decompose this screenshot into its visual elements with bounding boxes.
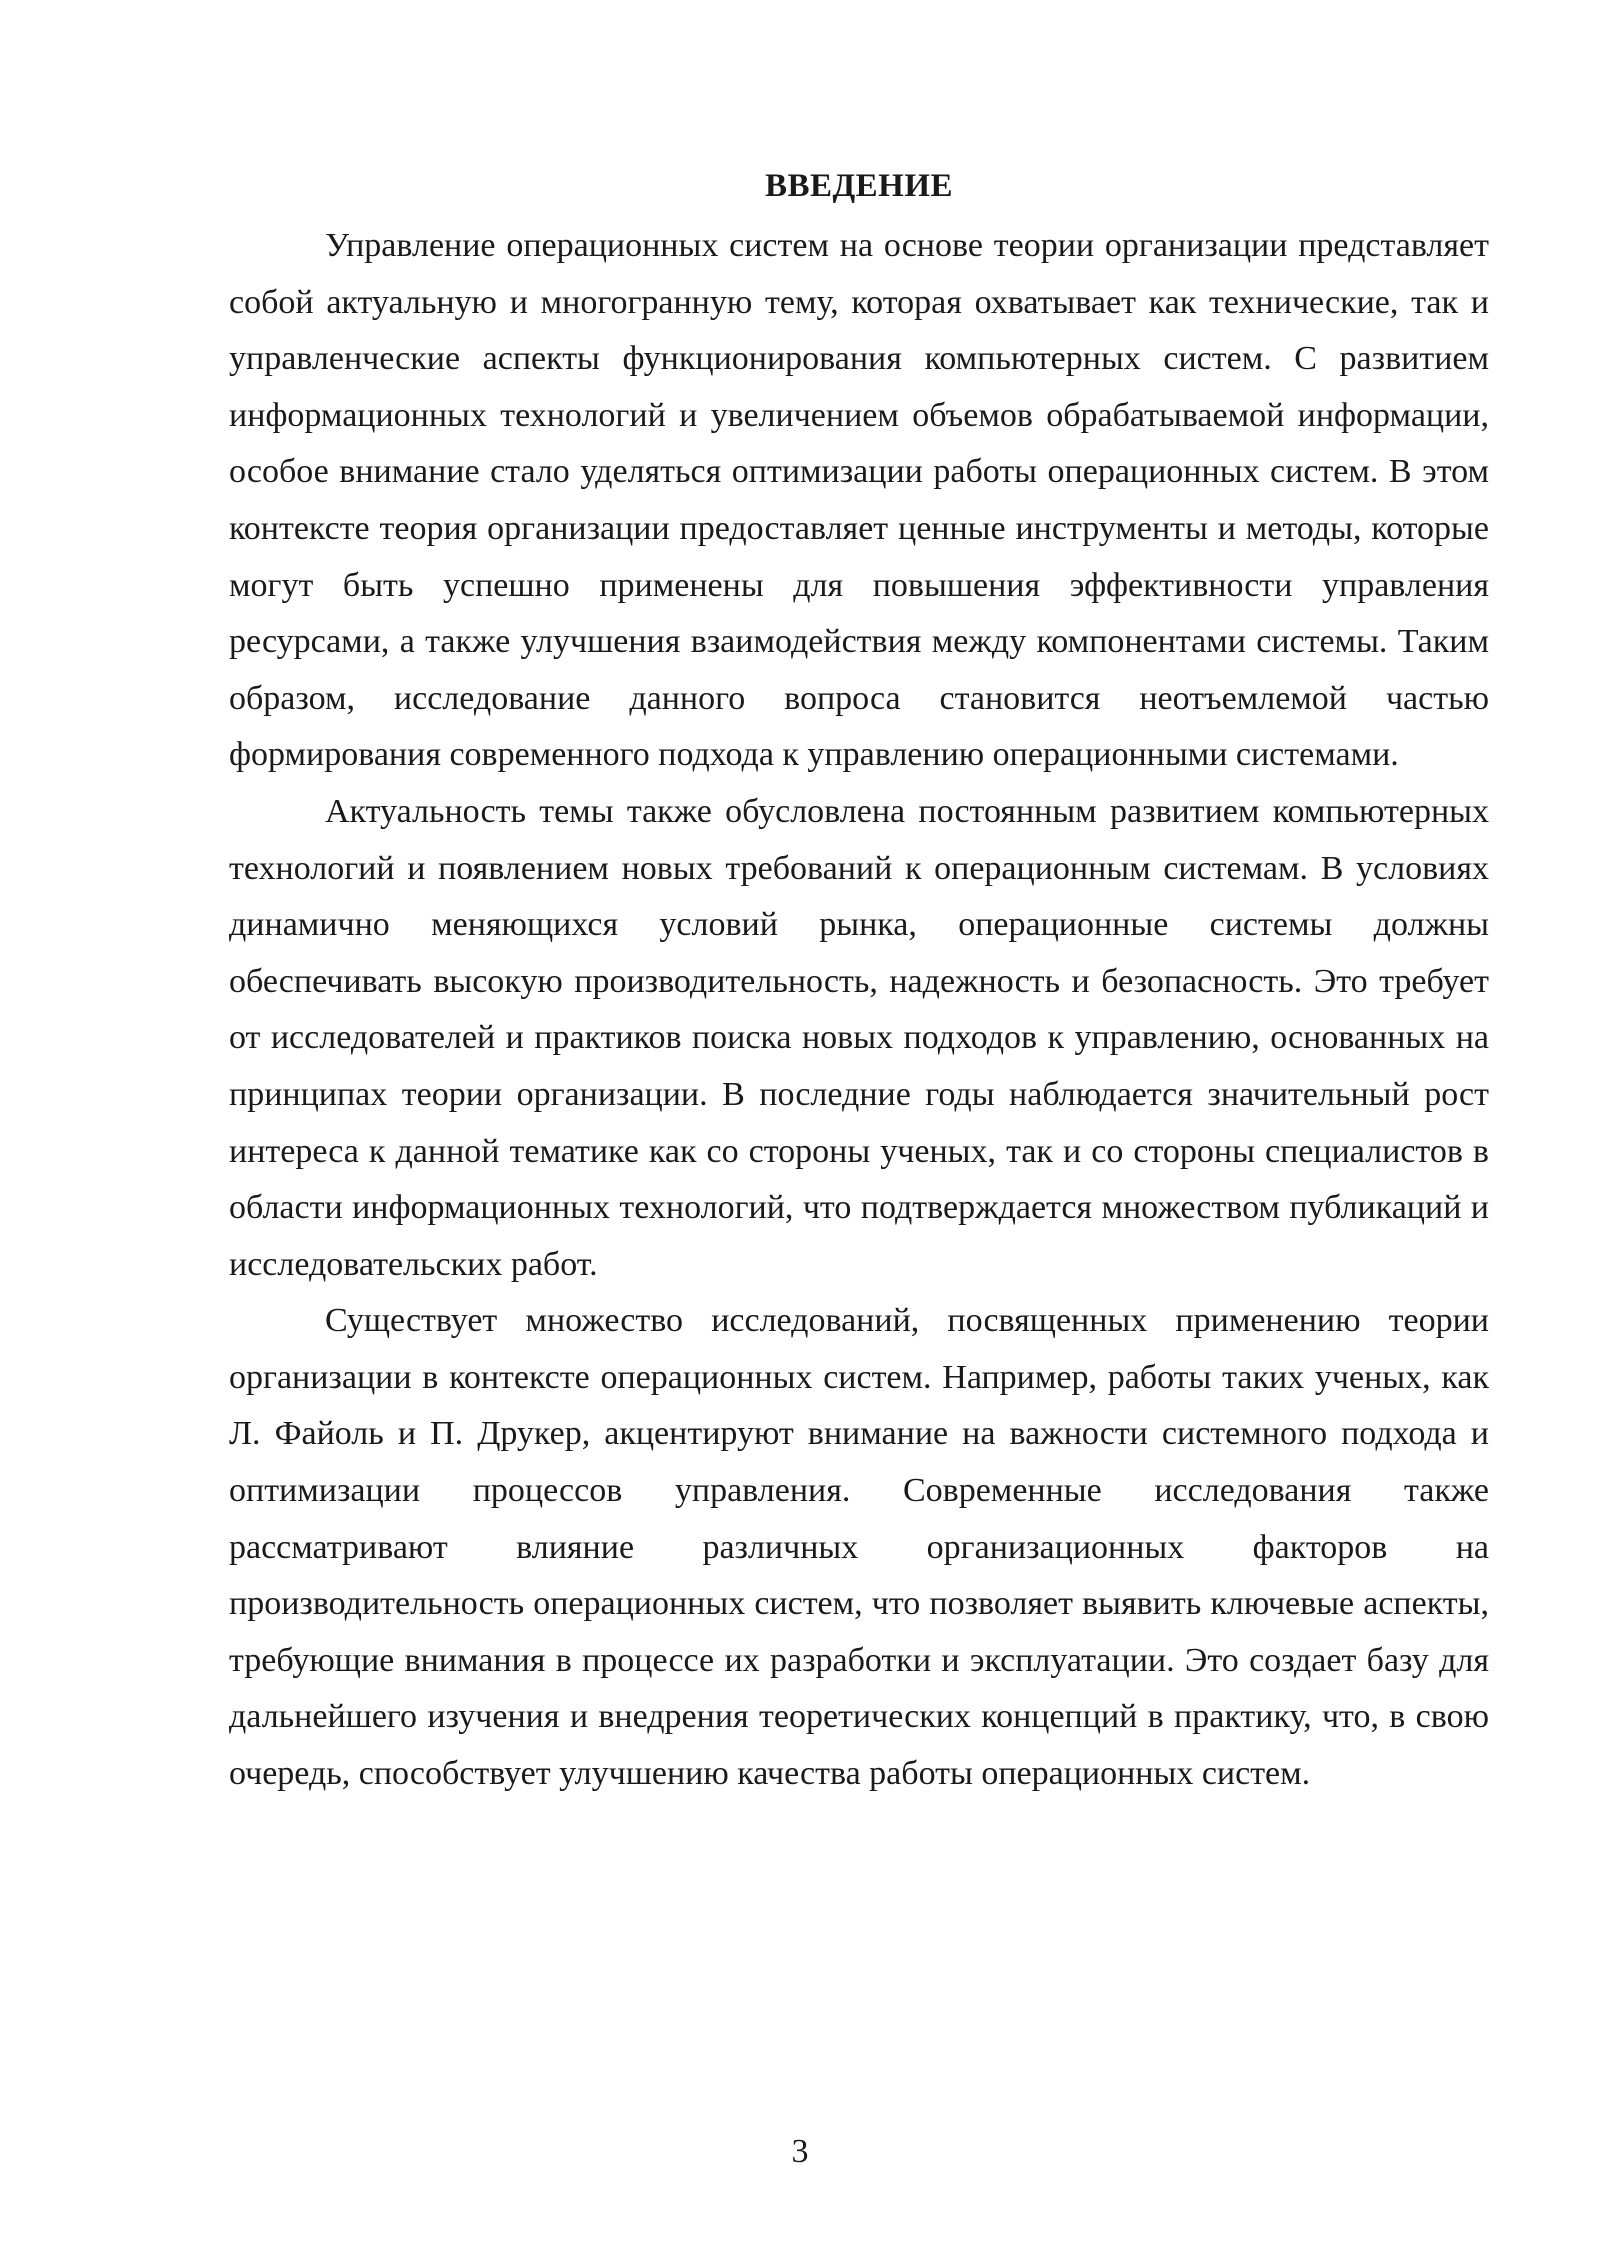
page-content <box>229 162 1489 1803</box>
section-heading: ВВЕДЕНИЕ <box>764 168 954 204</box>
paragraph-2: Актуальность темы также обусловлена постоянным развитием компьютерных технологий и появлением новых требований к операционным системам. В условиях динамично меняющихся условий рынка, операционные системы должны обеспечивать высокую производительность, надежность и безопасность. Это требует от исследователей и практиков поиска новых подходов к управлению, основанных на принципах теории организации. В последние годы наблюдается значительный рост интереса к данной тематике как со стороны ученых, так и со стороны специалистов в области информационных технологий, что подтверждается множеством публикаций и исследовательских работ. <box>229 792 1489 1283</box>
page-number: 3 <box>791 2133 809 2170</box>
paragraph-3: Существует множество исследований, посвященных применению теории организации в контексте операционных систем. Например, работы таких ученых, как Л. Файоль и П. Друкер, акцентируют внимание на важности системного подхода и оптимизации процессов управления. Современные исследования также рассматривают влияние различных организационных факторов на производительность операционных систем, что позволяет выявить ключевые аспекты, требующие внимания в процессе их разработки и эксплуатации. Это создает базу для дальнейшего изучения и внедрения теоретических концепций в практику, что, в свою очередь, способствует улучшению качества работы операционных систем. <box>229 1302 1489 1793</box>
paragraph-1: Управление операционных систем на основе теории организации представляет собой актуальную и многогранную тему, которая охватывает как технические, так и управленческие аспекты функционирования компьютерных систем. С развитием информационных технологий и увеличением объемов обрабатываемой информации, особое внимание стало уделяться оптимизации работы операционных систем. В этом контексте теория организации предоставляет ценные инструменты и методы, которые могут быть успешно применены для повышения эффективности управления ресурсами, а также улучшения взаимодействия между компонентами системы. Таким образом, исследование данного вопроса становится неотъемлемой частью формирования современного подхода к управлению операционными системами. <box>229 227 1489 774</box>
